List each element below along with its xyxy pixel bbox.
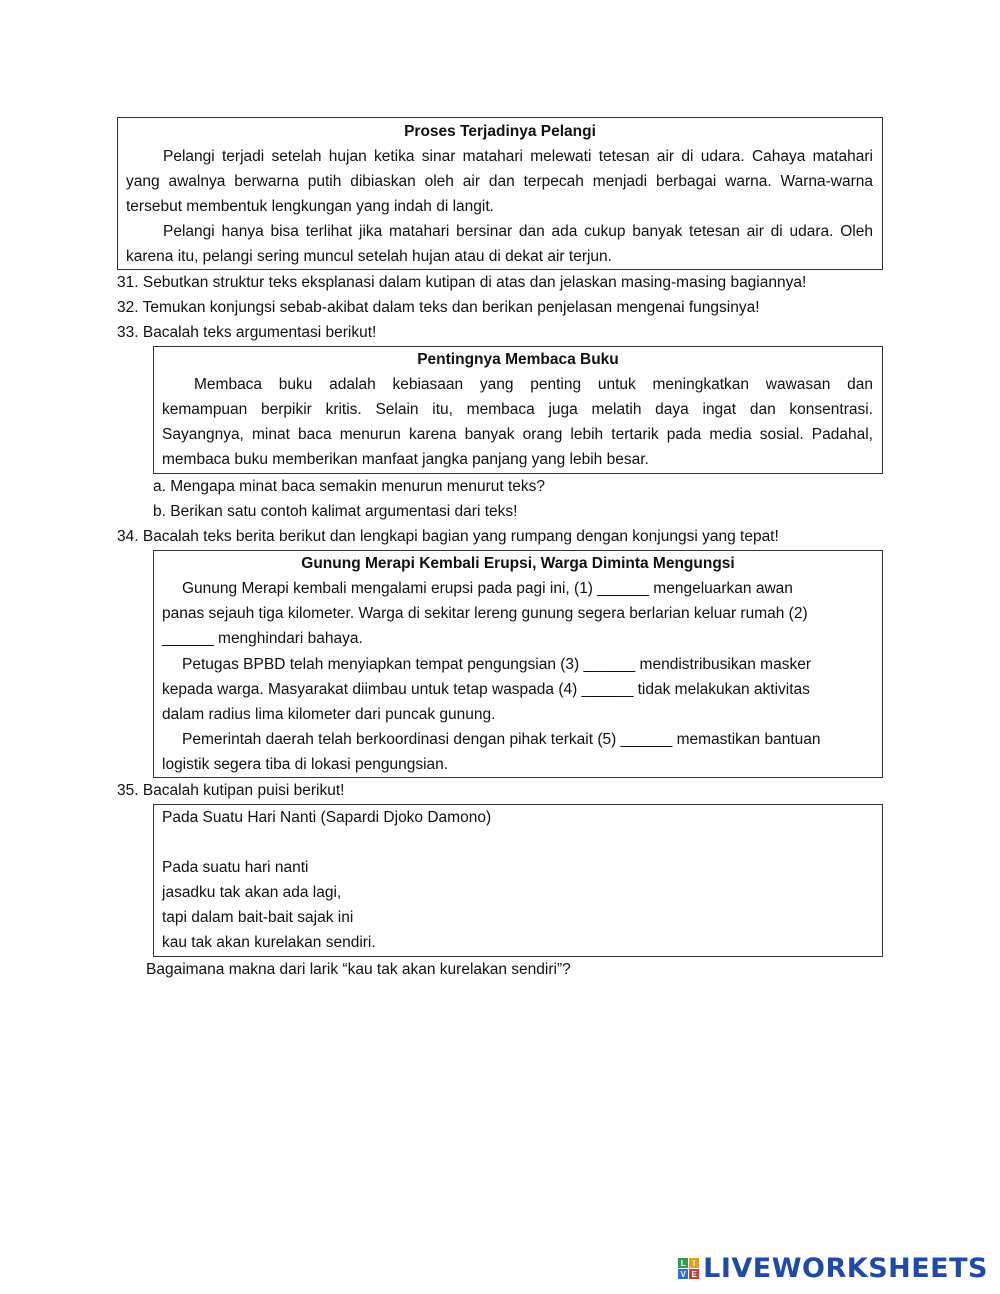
paragraph-line: Sayangnya, minat baca menurun karena banyak orang lebih tertarik pada media sosial. Padahal, bbox=[162, 426, 873, 443]
paragraph-line: tersebut membentuk lengkungan yang indah di langit. bbox=[126, 198, 494, 215]
liveworksheets-logo[interactable] bbox=[678, 1253, 988, 1284]
logo-tile: V bbox=[678, 1269, 688, 1279]
paragraph-line: yang awalnya berwarna putih dibiaskan oleh air dan terpecah menjadi berbagai warna. Warna-warna bbox=[126, 173, 873, 190]
logo-tile: E bbox=[689, 1269, 699, 1279]
paragraph-line: ______ menghindari bahaya. bbox=[162, 630, 363, 647]
poem-text-box bbox=[153, 804, 883, 957]
logo-tiles-icon bbox=[678, 1258, 699, 1279]
poem-line: jasadku tak akan ada lagi, bbox=[162, 884, 342, 901]
paragraph-line: Pelangi terjadi setelah hujan ketika sinar matahari melewati tetesan air di udara. Cahaya matahari bbox=[163, 148, 873, 165]
question-35: 35. Bacalah kutipan puisi berikut! bbox=[117, 782, 345, 799]
question-34: 34. Bacalah teks berita berikut dan lengkapi bagian yang rumpang dengan konjungsi yang tepat! bbox=[117, 528, 779, 545]
paragraph-line: dalam radius lima kilometer dari puncak gunung. bbox=[162, 706, 496, 723]
box-title: Gunung Merapi Kembali Erupsi, Warga Diminta Mengungsi bbox=[301, 555, 735, 572]
paragraph-line: karena itu, pelangi sering muncul setelah hujan atau di dekat air terjun. bbox=[126, 248, 612, 265]
paragraph-line: logistik segera tiba di lokasi pengungsian. bbox=[162, 756, 449, 773]
brand-name: LIVEWORKSHEETS bbox=[703, 1253, 988, 1284]
poem-line: tapi dalam bait-bait sajak ini bbox=[162, 909, 354, 926]
paragraph-line: Pemerintah daerah telah berkoordinasi dengan pihak terkait (5) ______ memastikan bantuan bbox=[182, 731, 821, 748]
paragraph-line: Gunung Merapi kembali mengalami erupsi pada pagi ini, (1) ______ mengeluarkan awan bbox=[182, 580, 793, 597]
paragraph-line: membaca buku memberikan manfaat jangka panjang yang lebih besar. bbox=[162, 451, 649, 468]
logo-tile: I bbox=[689, 1258, 699, 1268]
poem-title: Pada Suatu Hari Nanti (Sapardi Djoko Damono) bbox=[162, 809, 492, 826]
paragraph-line: Pelangi hanya bisa terlihat jika matahari bersinar dan ada cukup banyak tetesan air di udara. Oleh bbox=[163, 223, 873, 240]
explanation-text-box bbox=[117, 117, 883, 270]
question-33b: b. Berikan satu contoh kalimat argumentasi dari teks! bbox=[153, 503, 518, 520]
poem-line: Pada suatu hari nanti bbox=[162, 859, 309, 876]
question-33a: a. Mengapa minat baca semakin menurun menurut teks? bbox=[153, 478, 546, 495]
question-33: 33. Bacalah teks argumentasi berikut! bbox=[117, 324, 377, 341]
paragraph-line: kemampuan berpikir kritis. Selain itu, membaca juga melatih daya ingat dan konsentrasi. bbox=[162, 401, 873, 418]
question-31: 31. Sebutkan struktur teks eksplanasi dalam kutipan di atas dan jelaskan masing-masing bagiannya! bbox=[117, 274, 807, 291]
paragraph-line: Membaca buku adalah kebiasaan yang penting untuk meningkatkan wawasan dan bbox=[194, 376, 873, 393]
news-text-box bbox=[153, 550, 883, 778]
box-title: Proses Terjadinya Pelangi bbox=[404, 123, 596, 140]
question-35-prompt: Bagaimana makna dari larik “kau tak akan kurelakan sendiri”? bbox=[146, 961, 571, 978]
paragraph-line: panas sejauh tiga kilometer. Warga di sekitar lereng gunung segera berlarian keluar rumah (2) bbox=[162, 605, 808, 622]
paragraph-line: Petugas BPBD telah menyiapkan tempat pengungsian (3) ______ mendistribusikan masker bbox=[182, 656, 811, 673]
box-title: Pentingnya Membaca Buku bbox=[417, 351, 619, 368]
poem-line: kau tak akan kurelakan sendiri. bbox=[162, 934, 376, 951]
paragraph-line: kepada warga. Masyarakat diimbau untuk tetap waspada (4) ______ tidak melakukan aktivitas bbox=[162, 681, 810, 698]
question-32: 32. Temukan konjungsi sebab-akibat dalam teks dan berikan penjelasan mengenai fungsinya! bbox=[117, 299, 760, 316]
argumentation-text-box bbox=[153, 346, 883, 474]
logo-tile: L bbox=[678, 1258, 688, 1268]
